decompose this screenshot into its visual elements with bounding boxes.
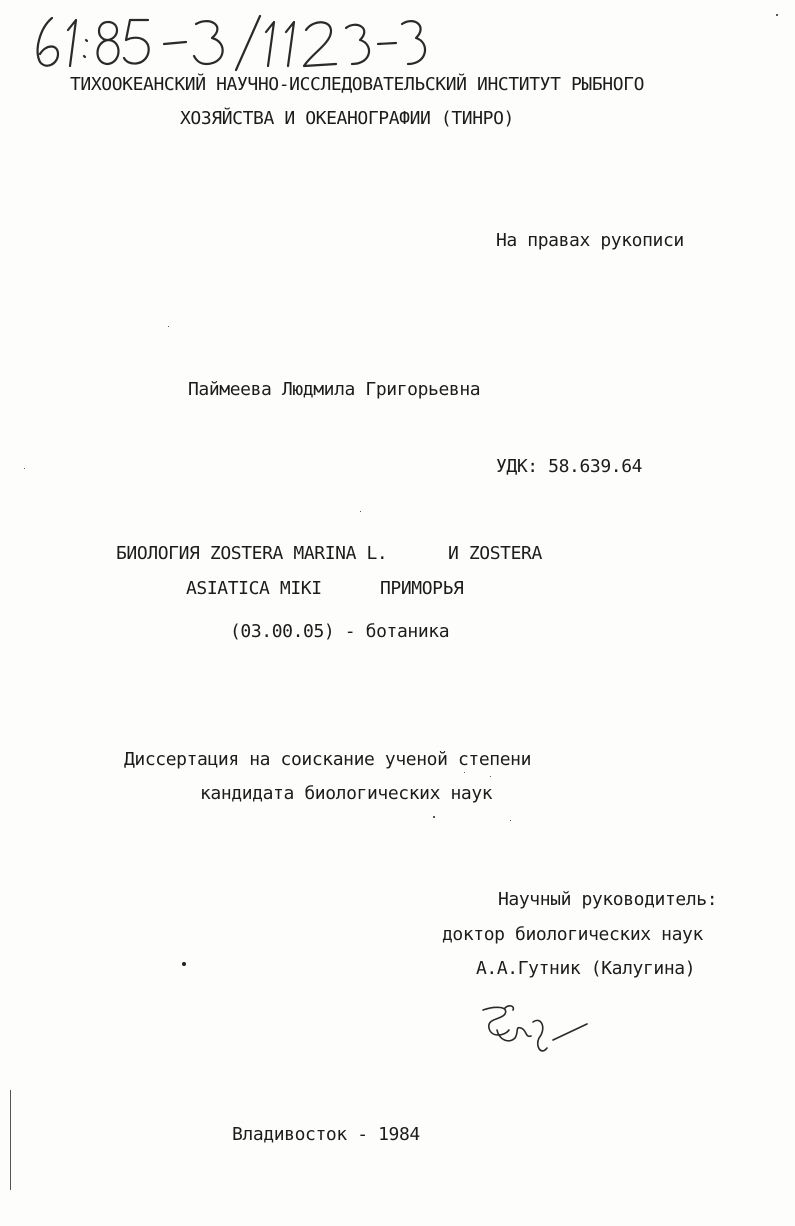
scan-margin-line: [10, 1090, 11, 1190]
scan-speck: [776, 14, 778, 16]
title-line-2-part-2: ПРИМОРЬЯ: [380, 578, 464, 599]
degree-line-1: Диссертация на соискание ученой степени: [124, 749, 532, 770]
scan-speck: [510, 820, 511, 821]
scan-speck: [464, 772, 465, 773]
author-name: Паймеева Людмила Григорьевна: [188, 379, 481, 400]
supervisor-name: А.А.Гутник (Калугина): [476, 958, 696, 979]
supervisor-title: доктор биологических наук: [442, 924, 703, 945]
manuscript-rights-note: На правах рукописи: [496, 230, 684, 251]
supervisor-label: Научный руководитель:: [498, 889, 718, 910]
handwritten-archive-code: [30, 10, 430, 72]
scan-speck: [24, 468, 25, 469]
specialty-code: (03.00.05) - ботаника: [230, 621, 450, 642]
scan-speck: [433, 816, 435, 818]
title-line-2-part-1: ASIATICA MIKI: [186, 578, 322, 599]
scan-speck: [360, 511, 361, 512]
city-and-year: Владивосток - 1984: [232, 1124, 420, 1145]
scan-speck: [168, 326, 169, 327]
scan-speck: [490, 776, 491, 777]
degree-line-2: кандидата биологических наук: [200, 783, 493, 804]
institute-name-line-1: ТИХООКЕАНСКИЙ НАУЧНО-ИССЛЕДОВАТЕЛЬСКИЙ ИНСТИТУТ РЫБНОГО: [70, 74, 645, 95]
supervisor-signature: [475, 1000, 605, 1060]
udk-code: УДК: 58.639.64: [496, 456, 643, 477]
scan-speck: [182, 962, 186, 966]
title-line-1-part-2: И ZOSTERA: [448, 543, 542, 564]
institute-name-line-2: ХОЗЯЙСТВА И ОКЕАНОГРАФИИ (ТИНРО): [180, 108, 514, 129]
title-line-1-part-1: БИОЛОГИЯ ZOSTERA MARINA L.: [116, 543, 388, 564]
